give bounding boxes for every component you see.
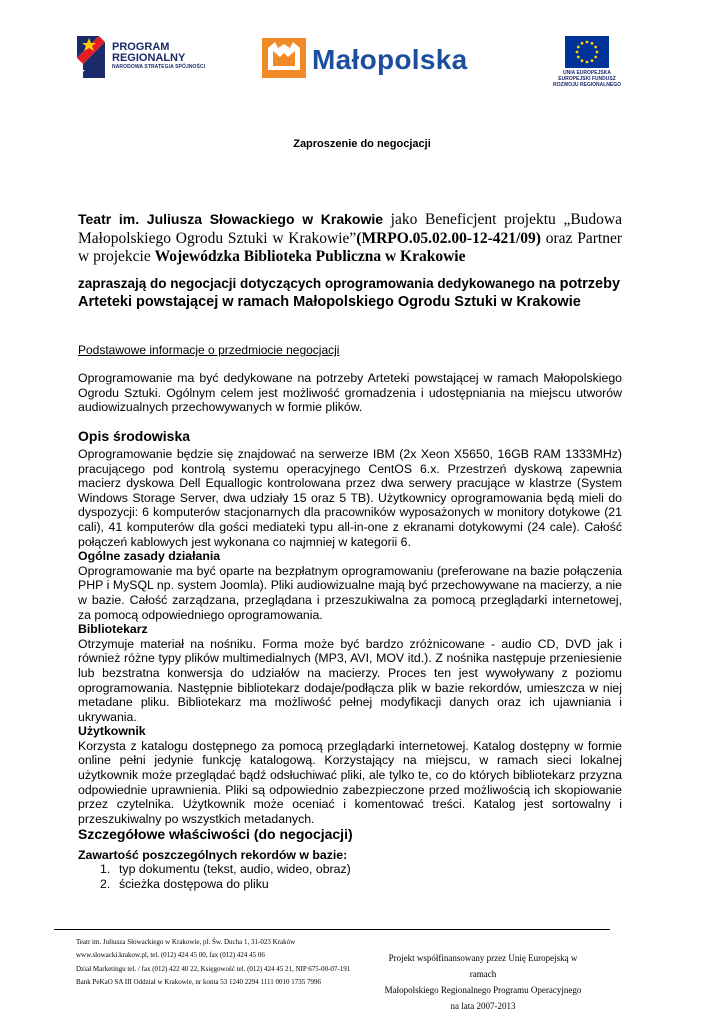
headline <box>78 275 622 311</box>
subheading-rules: Ogólne zasady działania <box>78 549 221 564</box>
para-user: Korzysta z katalogu dostępnego za pomocą przeglądarki internetowej. Katalog dostępny w formie online pełni jedynie funkcję katalogową. Korzystający na miejscu, w ramach sieci lokalnej użytkownik może przeglądać bądź odsłuchiwać pliki, ale tylko te, co do których bibliotekarz przyzna odpowiednie uprawnienia. Pliki są odpowiednio zabezpieczone przed możliwością ich skopiowanie przez czytelnika. Użytkownik może oceniać i komentować treści. Katalog jest sortowalny i przeszukiwalny po wszystkich metadanych. <box>78 738 622 826</box>
list-item <box>100 877 644 892</box>
footer-cofinancing <box>376 950 590 1014</box>
program-logo-line2: REGIONALNY <box>112 52 186 64</box>
para-librarian: Otrzymuje materiał na nośniku. Forma może być bardzo zróżnicowane - audio CD, DVD jak i również różne typy plików multimedialnych (MP3, AVI, MOV itd.). Z nośnika następuje przeniesienie lub bezstratna konwersja do udziałów na macierzy. Proces ten jest wywoływany z poziomu oprogramowania. Następnie bibliotekarz dodaje/podłącza plik w bazie rekordów, umieszcza w niej metadane pliku. Bibliotekarz ma możliwość pełnej modyfikacji danych oraz ich ujawniania i ukrywania. <box>78 636 622 724</box>
footer-address <box>76 936 386 990</box>
intro-text1: jako Beneficjent projektu „Budowa Małopolskiego Ogrodu Sztuki w Krakowie” <box>78 211 622 247</box>
para-basic: Oprogramowanie ma być dedykowane na potrzeby Arteteki powstającej w ramach Małopolskiego Ogrodu Sztuki. Ogólnym celem jest możliwość gromadzenia i udostępniania na miejscu utworów audiowizualnych przechowywanych w formie plików. <box>78 371 622 415</box>
malopolska-logo <box>262 38 487 83</box>
list-item-text: typ dokumentu (tekst, audio, wideo, obraz) <box>119 862 351 876</box>
eu-logo-line2: EUROPEJSKI FUNDUSZ <box>558 76 616 82</box>
list-item <box>100 862 644 877</box>
intro-text2: oraz Partner w projekcie <box>78 229 622 265</box>
eu-logo-line1: UNIA EUROPEJSKA <box>563 70 611 76</box>
program-logo-line3: NARODOWA STRATEGIA SPÓJNOŚCI <box>112 64 206 70</box>
header-logos <box>0 28 724 88</box>
section-basic-heading: Podstawowe informacje o przedmiocie negocjacji <box>78 343 340 357</box>
footer-right-line: Małopolskiego Regionalnego Programu Operacyjnego <box>384 985 582 995</box>
footer-line: Bank PeKaO SA III Oddział w Krakowie, nr konta 53 1240 2294 1111 0010 1735 7996 <box>76 978 321 987</box>
list-item-text: ścieżka dostępowa do pliku <box>119 876 269 891</box>
intro-code: (MRPO.05.02.00-12-421/09) <box>356 229 541 247</box>
records-list <box>100 862 644 891</box>
heading-details: Szczegółowe właściwości (do negocjacji) <box>78 826 353 842</box>
list-item-number: 2. <box>100 876 111 891</box>
footer-line: Teatr im. Juliusza Słowackiego w Krakowie, pl. Św. Ducha 1, 31-023 Kraków <box>76 938 296 946</box>
program-logo-line1: PROGRAM <box>112 41 170 53</box>
malopolska-emblem-icon <box>262 38 306 78</box>
headline-part1: zapraszają do negocjacji dotyczących oprogramowania dedykowanego <box>78 276 539 291</box>
eu-logo-line3: ROZWOJU REGIONALNEGO <box>552 82 622 88</box>
invite-title: Zaproszenie do negocjacji <box>293 138 431 150</box>
headline-part2: na potrzeby Arteteki powstającej w ramach Małopolskiego Ogrodu Sztuki w Krakowie <box>78 276 621 310</box>
intro-partner: Wojewódzka Biblioteka Publiczna w Krakowie <box>154 248 466 265</box>
records-title: Zawartość poszczególnych rekordów w bazie: <box>78 848 348 862</box>
intro-paragraph <box>78 210 622 267</box>
subheading-librarian: Bibliotekarz <box>78 622 148 637</box>
subheading-user: Użytkownik <box>78 724 146 739</box>
para-environment: Oprogramowanie będzie się znajdować na serwerze IBM (2x Xeon X5650, 16GB RAM 1333MHz) pracującego pod kontrolą systemu operacyjnego CentOS 6.x. Przestrzeń dyskową zapewnia macierz dyskowa Dell Equallogic kontrolowana przez dwa serwery pracujące w klastrze (System Windows Storage Server, dwa udziały 15 oraz 5 TB). Użytkownicy oprogramowania będą mieli do dyspozycji: 6 komputerów stacjonarnych dla pracowników wyposażonych w monitory dotykowe (21 cali), 41 komputerów dla gości mediateki typu all-in-one z ekranami dotykowymi (24 cale). Całość połączeń kablowych jest wykonana co najmniej w kategorii 6. <box>78 447 622 549</box>
heading-environment: Opis środowiska <box>78 428 191 444</box>
footer-right-line: na lata 2007-2013 <box>450 1001 516 1011</box>
program-regionalny-emblem-icon <box>75 32 111 80</box>
intro-org: Teatr im. Juliusza Słowackiego w Krakowie <box>78 211 384 227</box>
list-item-number: 1. <box>100 862 111 876</box>
footer-line: www.slowacki.krakow.pl, tel. (012) 424 45 00, fax (012) 424 45 06 <box>76 951 265 960</box>
program-regionalny-logo <box>75 32 215 80</box>
para-rules: Oprogramowanie ma być oparte na bezpłatnym oprogramowaniu (preferowane na bazie połączenia PHP i MySQL np. system Joomla). Pliki audiowizualne mają być przechowywane na macierzy, a nie w bazie. Całość zarządzana, przeglądana i przeszukiwalna za pomocą przeglądarki internetowej, za pomocą odpowiedniego oprogramowania. <box>78 563 622 622</box>
footer-line: Dział Marketingu tel. / fax (012) 422 40 22, Księgowość tel. (012) 424 45 21, NIP 675-00-07-191 <box>76 964 351 973</box>
footer-right-line: Projekt współfinansowany przez Unię Europejską w ramach <box>388 953 578 979</box>
environment-body <box>78 447 622 826</box>
footer-divider <box>54 929 610 930</box>
eu-flag-icon <box>565 36 609 68</box>
eu-logo <box>552 32 622 92</box>
malopolska-logo-text: Małopolska <box>312 44 468 75</box>
